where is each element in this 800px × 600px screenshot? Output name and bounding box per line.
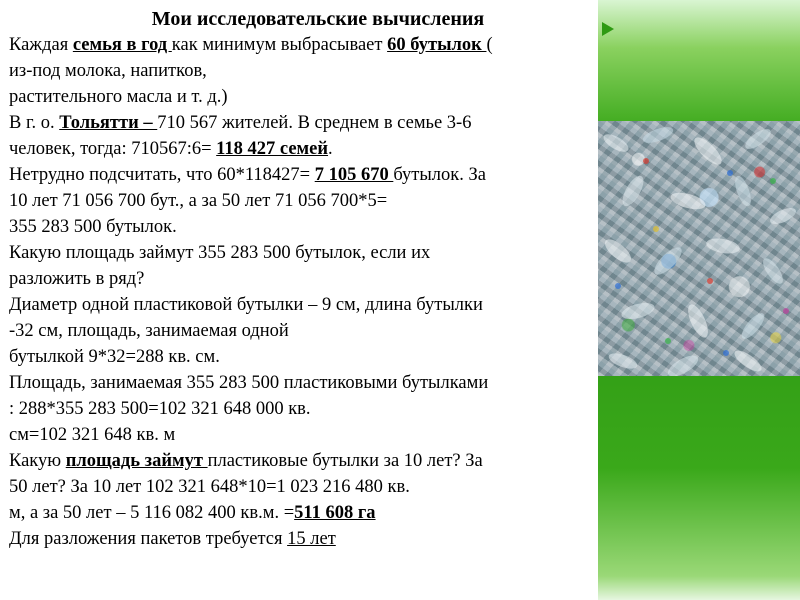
text-segment: Для разложения пакетов требуется (9, 529, 288, 549)
text-line (9, 422, 597, 448)
text-segment: В г. о. (9, 113, 60, 133)
triangle-bullet-icon (602, 22, 614, 36)
text-line (9, 500, 597, 526)
text-line (9, 58, 597, 84)
text-line (9, 344, 597, 370)
text-segment: 710 567 жителей. В среднем в семье 3-6 (157, 113, 472, 133)
text-segment: пластиковые бутылки за 10 лет? За (207, 451, 483, 471)
paragraph-lines (9, 32, 597, 552)
text-segment: разложить в ряд? (9, 269, 145, 289)
text-segment: 15 лет (287, 529, 336, 549)
text-segment: Какую (9, 451, 66, 471)
text-line (9, 448, 597, 474)
text-segment: 511 608 га (294, 503, 376, 523)
text-segment: ( (486, 35, 493, 55)
text-line (9, 370, 597, 396)
text-line (9, 318, 597, 344)
bottles-texture (598, 121, 800, 376)
text-segment: из-под молока, напитков, (9, 61, 207, 81)
text-line (9, 396, 597, 422)
text-segment: 118 427 семей (216, 139, 329, 159)
text-segment: растительного масла и т. д.) (9, 87, 228, 107)
text-segment: : 288*355 283 500=102 321 648 000 кв. (9, 399, 311, 419)
text-segment: Каждая (9, 35, 73, 55)
text-segment: Диаметр одной пластиковой бутылки – 9 см, длина бутылки (9, 295, 483, 315)
text-segment: см=102 321 648 кв. м (9, 425, 176, 445)
text-line (9, 32, 597, 58)
text-segment: 50 лет? За 10 лет 102 321 648*10=1 023 216 480 кв. (9, 477, 410, 497)
text-line (9, 474, 597, 500)
text-line (9, 110, 597, 136)
text-segment: . (328, 139, 333, 159)
text-line (9, 84, 597, 110)
text-segment: Нетрудно подсчитать, что 60*118427= (9, 165, 315, 185)
text-segment: Тольятти – (59, 113, 158, 133)
text-segment: как минимум выбрасывает (171, 35, 388, 55)
page-title: Мои исследовательские вычисления (151, 8, 485, 30)
text-line (9, 136, 597, 162)
text-line (9, 162, 597, 188)
text-line (9, 292, 597, 318)
text-segment: -32 см, площадь, занимаемая одной (9, 321, 289, 341)
text-segment: 60 бутылок (387, 35, 487, 55)
text-segment: семья в год (72, 35, 172, 55)
text-segment: Площадь, занимаемая 355 283 500 пластиковыми бутылками (9, 373, 489, 393)
text-line (9, 214, 597, 240)
text-segment: человек, тогда: 710567:6= (9, 139, 217, 159)
plastic-bottles-photo (598, 121, 800, 376)
text-line (9, 240, 597, 266)
text-segment: м, а за 50 лет – 5 116 082 400 кв.м. = (9, 503, 295, 523)
text-segment: бутылок. За (393, 165, 486, 185)
text-line (9, 526, 597, 552)
text-segment: 7 105 670 (314, 165, 394, 185)
text-content (9, 6, 597, 552)
text-segment: площадь займут (65, 451, 208, 471)
text-segment: 10 лет 71 056 700 бут., а за 50 лет 71 056 700*5= (9, 191, 388, 211)
text-segment: 355 283 500 бутылок. (9, 217, 177, 237)
text-segment: Какую площадь займут 355 283 500 бутылок, если их (9, 243, 431, 263)
text-line (9, 188, 597, 214)
text-segment: бутылкой 9*32=288 кв. см. (9, 347, 220, 367)
text-line (9, 266, 597, 292)
